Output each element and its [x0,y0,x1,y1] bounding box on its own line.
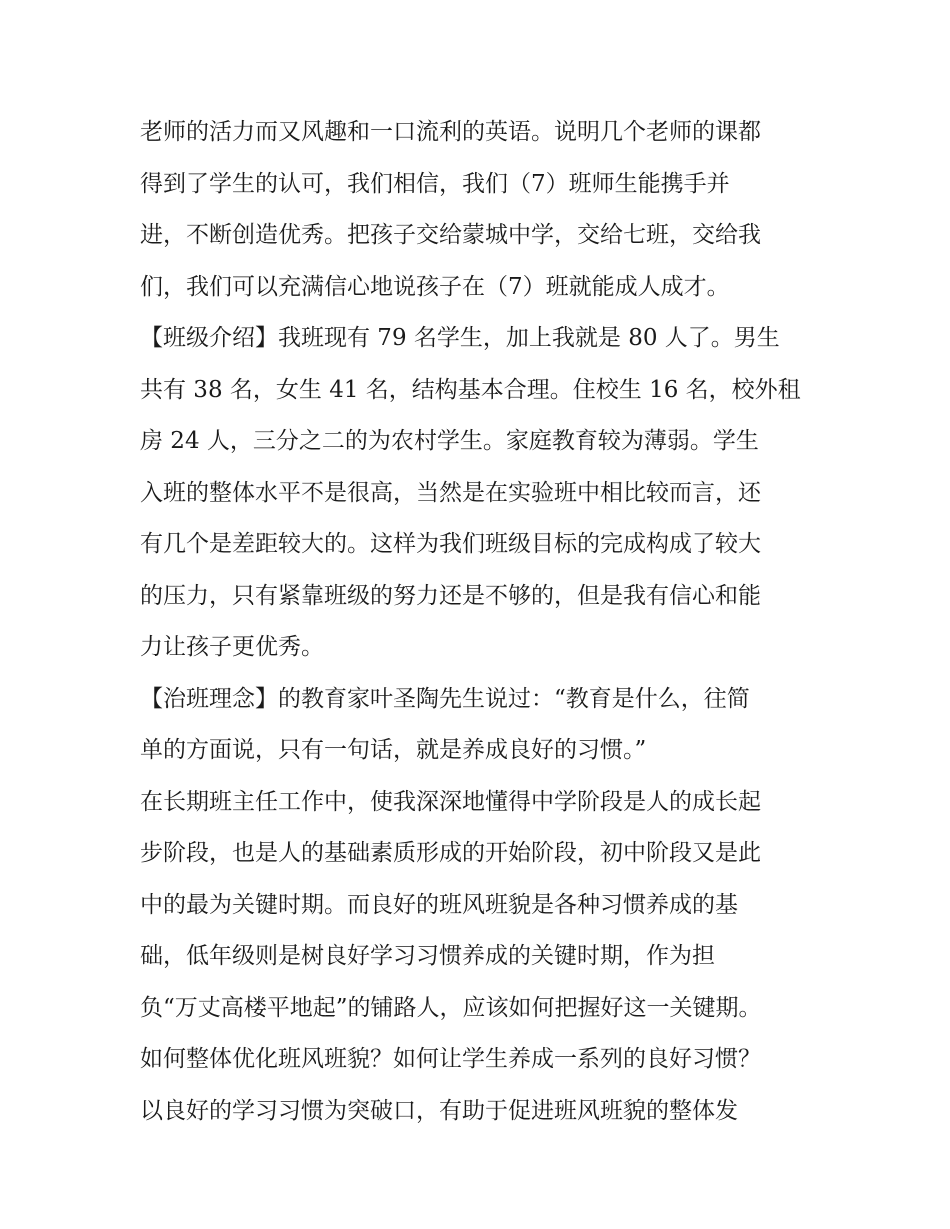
text-line: 有几个是差距较大的。这样为我们班级目标的完成构成了较大 [140,531,761,557]
body-text [140,110,830,1140]
text-line: 负“万丈高楼平地起”的铺路人，应该如何把握好这一关键期。 [140,994,762,1021]
text-line: 老师的活力而又风趣和一口流利的英语。说明几个老师的课都 [140,119,761,145]
text-line: 以良好的学习习惯为突破口，有助于促进班风班貌的整体发 [140,1097,738,1124]
text-line: 单的方面说，只有一句话，就是养成良好的习惯。” [140,737,647,763]
text-line: 【班级介绍】我班现有 79 名学生，加上我就是 80 人了。男生 [140,325,780,351]
text-line: 的压力，只有紧靠班级的努力还是不够的，但是我有信心和能 [140,582,761,609]
text-line: 进，不断创造优秀。把孩子交给蒙城中学，交给七班，交给我 [140,222,761,248]
text-line: 们，我们可以充满信心地说孩子在（7）班就能成人成才。 [140,273,730,300]
text-line: 如何整体优化班风班貌？如何让学生养成一系列的良好习惯？ [140,1046,761,1072]
text-line: 步阶段，也是人的基础素质形成的开始阶段，初中阶段又是此 [140,840,761,866]
text-line: 入班的整体水平不是很高，当然是在实验班中相比较而言，还 [140,479,761,506]
text-line: 房 24 人，三分之二的为农村学生。家庭教育较为薄弱。学生 [140,428,759,454]
text-line: 中的最为关键时期。而良好的班风班貌是各种习惯养成的基 [140,891,738,918]
text-line: 【治班理念】的教育家叶圣陶先生说过：“教育是什么，往简 [140,685,750,712]
text-line: 得到了学生的认可，我们相信，我们（7）班师生能携手并 [140,170,730,197]
text-line: 共有 38 名，女生 41 名，结构基本合理。住校生 16 名，校外租 [140,376,801,403]
text-line: 础，低年级则是树良好学习习惯养成的关键时期，作为担 [140,943,715,969]
text-line: 力让孩子更优秀。 [140,634,324,660]
text-line: 在长期班主任工作中，使我深深地懂得中学阶段是人的成长起 [140,788,761,815]
